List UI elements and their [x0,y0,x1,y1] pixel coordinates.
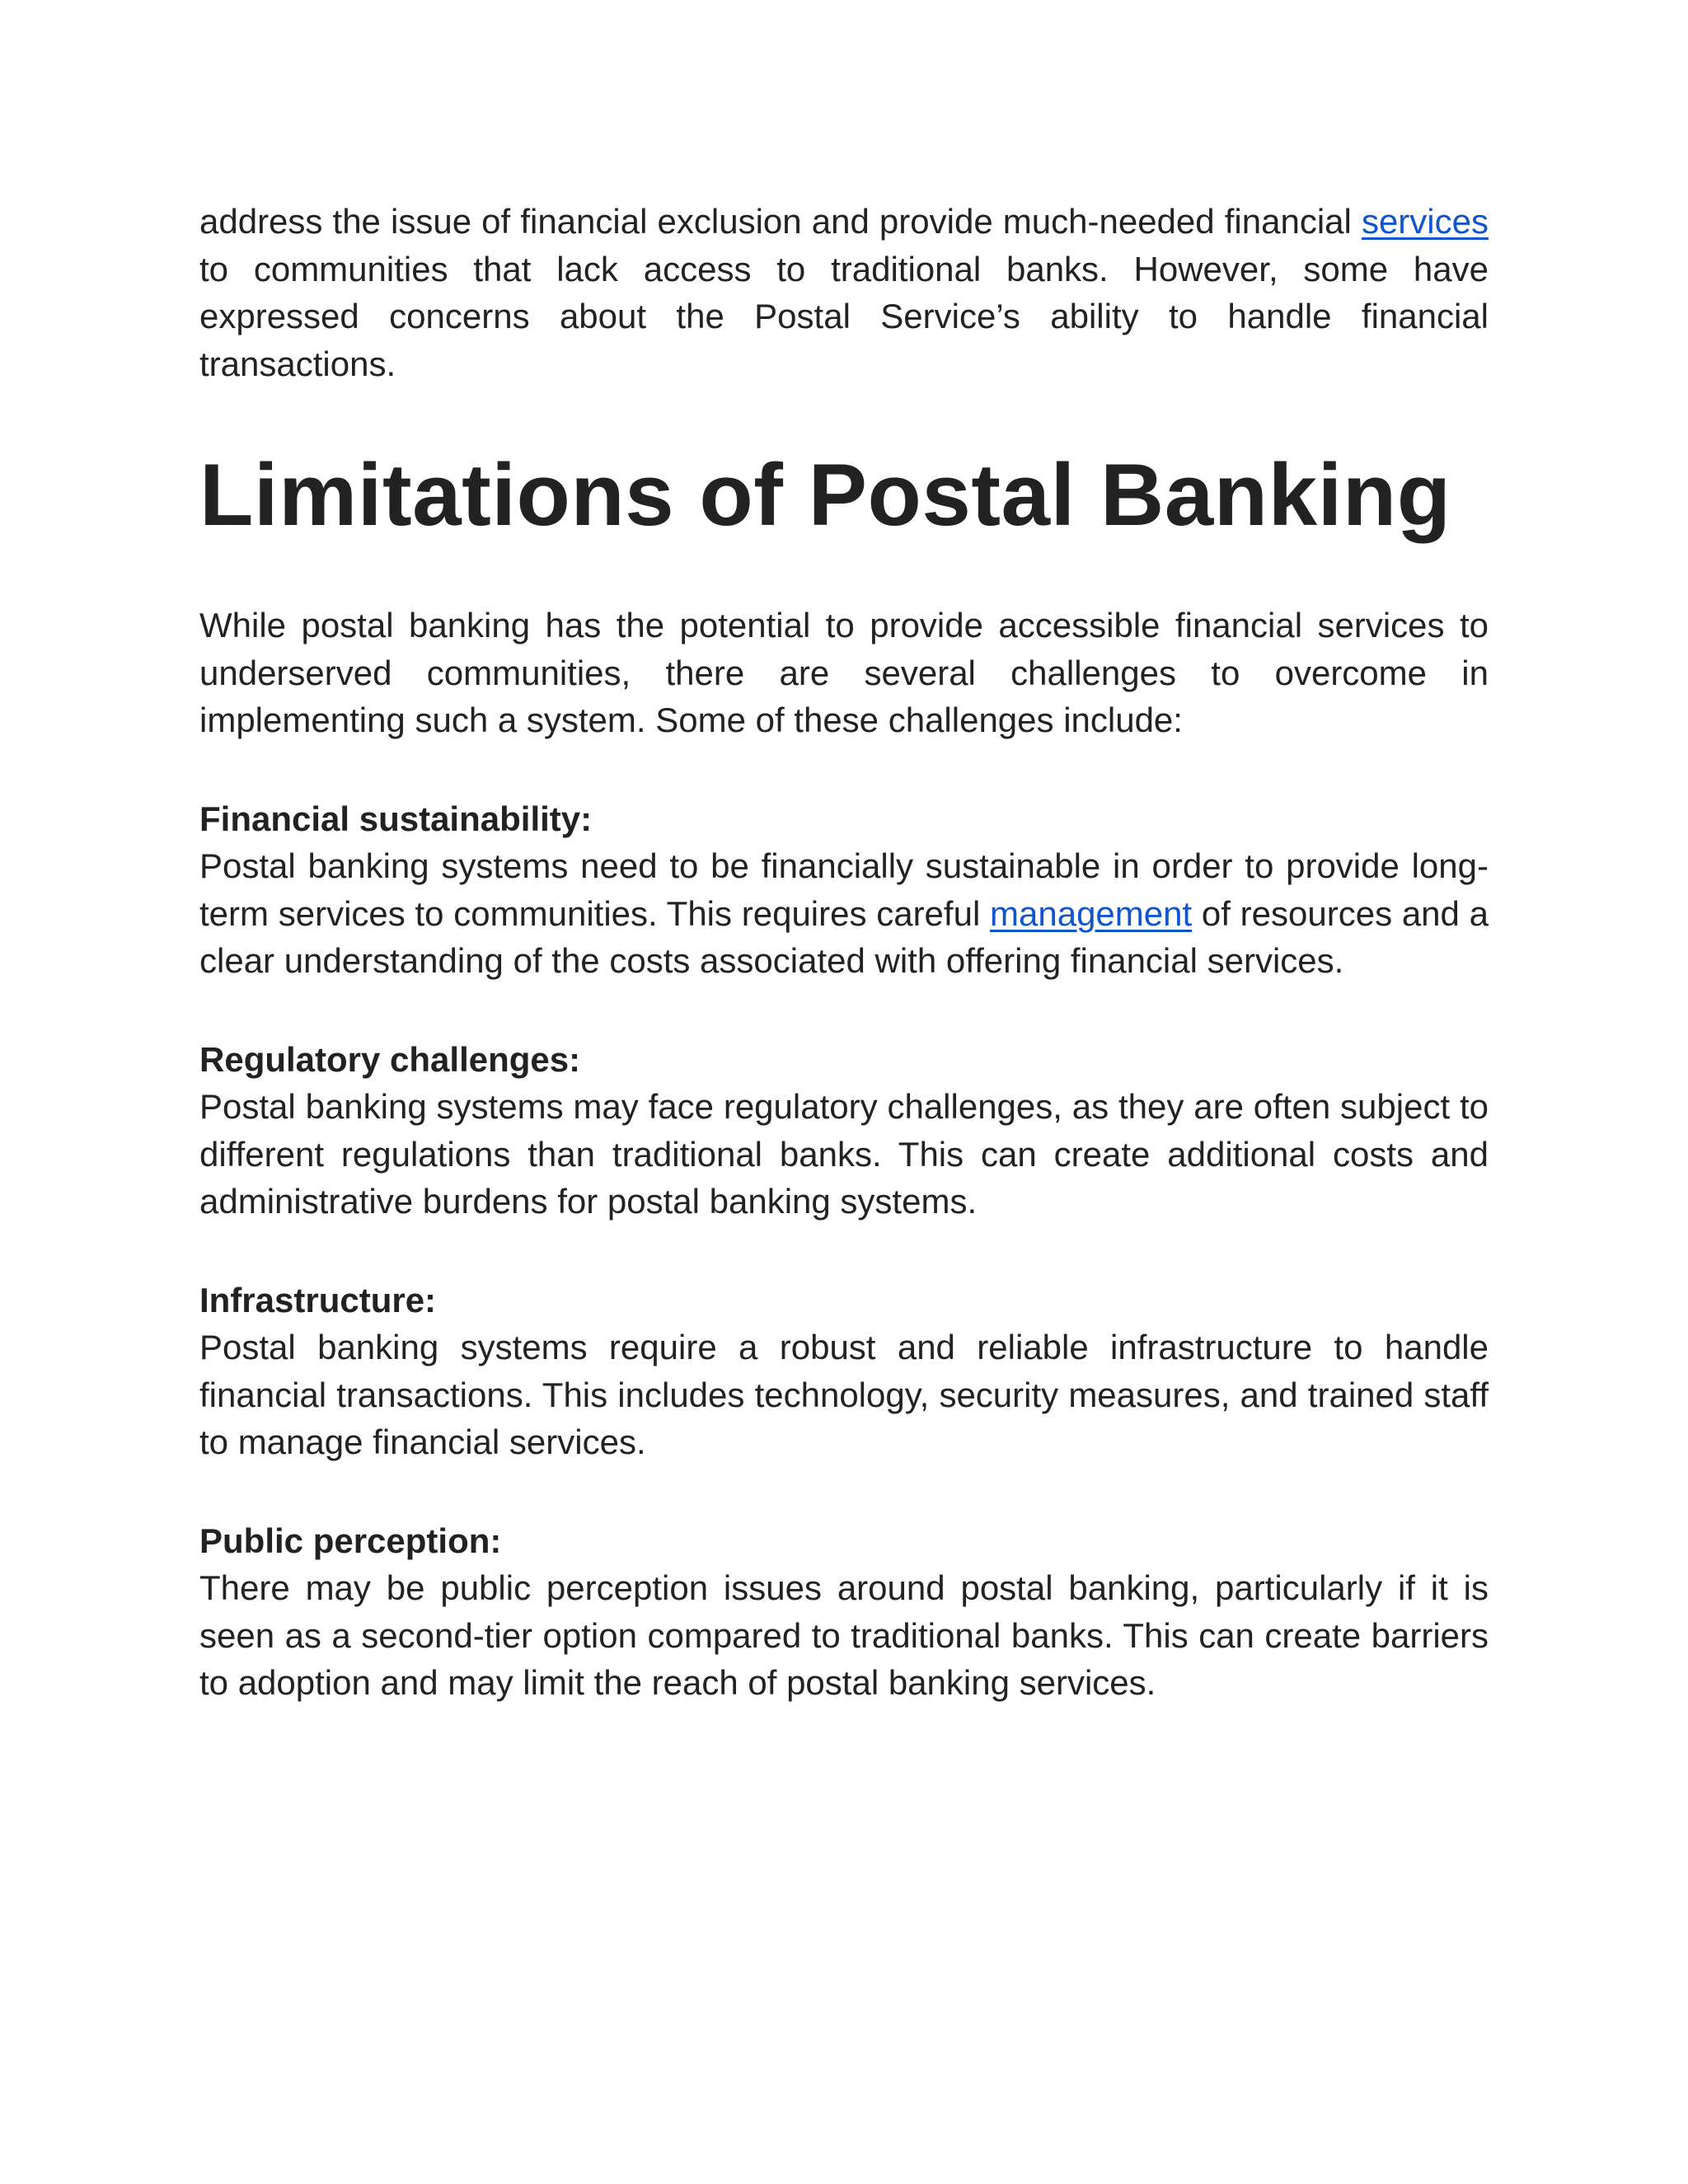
subheading-public-perception: Public perception: [199,1521,502,1560]
subheading-infrastructure: Infrastructure: [199,1280,437,1319]
paragraph-public-perception: There may be public perception issues around postal banking, particularly if it is seen as a second-tier option compared to traditional banks. This can create barriers to adoption and may limit the reach of postal banking services. [199,1568,1489,1702]
intro-text-after-link: to communities that lack access to traditional banks. However, some have expressed concerns about the Postal Service’s ability to handle financial transactions. [199,249,1489,383]
subheading-financial-sustainability: Financial sustainability: [199,799,593,838]
subheading-regulatory-challenges: Regulatory challenges: [199,1039,581,1079]
financial-text-after-link: of resources and a clear understanding of the costs associated with offering financial services. [199,893,1489,980]
section-heading: Limitations of Postal Banking [199,445,1451,544]
services-link[interactable]: services [1361,202,1489,241]
paragraph-financial-sustainability [199,842,1489,985]
financial-text-before-link: Postal banking systems need to be financially sustainable in order to provide long-term services to communities. This requires careful [199,846,1489,933]
document-page [199,198,1489,1707]
intro-text-before-link: address the issue of financial exclusion and provide much-needed financial [199,202,1362,241]
lead-paragraph: While postal banking has the potential to provide accessible financial services to underserved communities, there are several challenges to overcome in implementing such a system. Some of these challenges include: [199,606,1489,739]
intro-paragraph [199,198,1489,387]
management-link[interactable]: management [990,893,1193,933]
paragraph-infrastructure: Postal banking systems require a robust and reliable infrastructure to handle financial transactions. This includes technology, security measures, and trained staff to manage financial services. [199,1328,1489,1461]
paragraph-regulatory-challenges: Postal banking systems may face regulatory challenges, as they are often subject to different regulations than traditional banks. This can create additional costs and administrative burdens for postal banking systems. [199,1087,1489,1221]
